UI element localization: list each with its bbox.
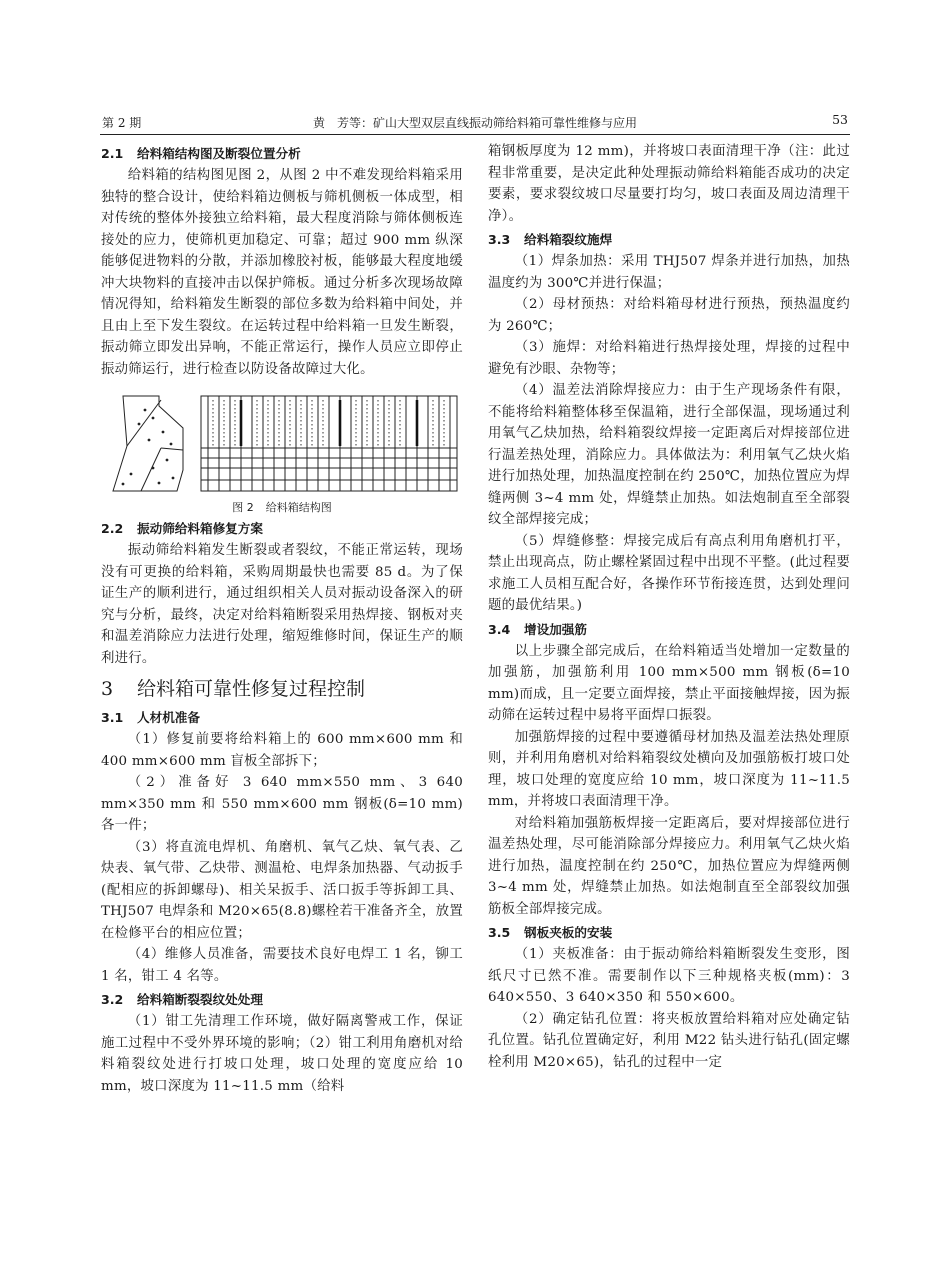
- right-column: [488, 141, 850, 1073]
- heading-3-3: [488, 229, 850, 250]
- heading-title: 给料箱可靠性修复过程控制: [137, 678, 366, 700]
- heading-number: 2.2: [101, 521, 124, 536]
- paragraph: （4）维修人员准备，需要技术良好电焊工 1 名，铆工 1 名，钳工 4 名等。: [101, 947, 463, 984]
- paragraph: （2）确定钻孔位置：将夹板放置给料箱对应处确定钻孔位置。钻孔位置确定好，利用 M22 钻头进行钻孔(固定螺栓利用 M20×65)，钻孔的过程中一定: [488, 1011, 850, 1070]
- heading-3-5: [488, 922, 850, 943]
- heading-3-1: [101, 707, 463, 728]
- issue-number: 第 2 期: [102, 116, 142, 130]
- page-number: 53: [832, 112, 848, 127]
- heading-number: 2.1: [101, 146, 124, 161]
- heading-3-2: [101, 989, 463, 1010]
- heading-number: 3.2: [101, 992, 124, 1007]
- figure-2: [101, 388, 463, 516]
- heading-3-4: [488, 619, 850, 640]
- heading-number: 3.5: [488, 925, 511, 940]
- paragraph: （2）准备好 3 640 mm×550 mm、3 640 mm×350 mm 和 550 mm×600 mm 钢板(δ=10 mm)各一件；: [101, 775, 463, 833]
- heading-title: 给料箱断裂裂纹处处理: [137, 992, 263, 1007]
- heading-number: 3: [101, 678, 114, 700]
- heading-number: 3.4: [488, 621, 511, 637]
- figure-caption-text: 给料箱结构图: [265, 501, 332, 514]
- paragraph: （4）温差法消除焊接应力：由于生产现场条件有限，不能将给料箱整体移至保温箱，进行全部保温，现场通过利用氧气乙炔加热，给料箱裂纹焊接一定距离后对焊接部位进行温差热处理，消除应力。具体做法为：利用氧气乙炔火焰进行加热处理，加热温度控制在约 250℃，加热位置应为焊缝两侧 3~4 mm 处，焊缝禁止加热。如法炮制直至全部裂纹全部焊接完成；: [488, 383, 850, 527]
- running-header: [100, 112, 850, 135]
- heading-3: [101, 674, 463, 704]
- heading-2-2: [101, 518, 463, 539]
- figure-label: 图 2: [232, 501, 254, 514]
- paragraph: 加强筋焊接的过程中要遵循母材加热及温差法热处理原则，并利用角磨机对给料箱裂纹处横向及加强筋板打坡口处理，坡口处理的宽度应给 10 mm，坡口深度为 11~11.5 mm，并将坡口表面清理干净。: [488, 729, 850, 809]
- front-view-frame: [201, 396, 457, 491]
- heading-title: 给料箱裂纹施焊: [524, 232, 613, 247]
- heading-2-1: [101, 143, 463, 164]
- paragraph: （5）焊缝修整：焊接完成后有高点利用角磨机打平，禁止出现高点，防止螺栓紧固过程中出现不平整。(此过程要求施工人员相互配合好，各操作环节衔接连贯，达到处理问题的最优结果。): [488, 533, 850, 613]
- paragraph: 对给料箱加强筋板焊接一定距离后，要对焊接部位进行温差热处理，尽可能消除部分焊接应力。利用氧气乙炔火焰进行加热，温度控制在约 250℃，加热位置应为焊缝两侧 3~4 mm 处，焊缝禁止加热。如法炮制直至全部裂纹加强筋板全部焊接完成。: [488, 815, 850, 917]
- paragraph: （1）夹板准备：由于振动筛给料箱断裂发生变形，图纸尺寸已然不准。需要制作以下三种规格夹板(mm)：3 640×550、3 640×350 和 550×600。: [488, 947, 850, 1005]
- heading-title: 给料箱结构图及断裂位置分析: [137, 146, 301, 161]
- paragraph: 以上步骤全部完成后，在给料箱适当处增加一定数量的加强筋，加强筋利用 100 mm×500 mm 钢板(δ=10 mm)而成，且一定要立面焊接，禁止平面接触焊接，因为振动筛在运转过程中易将平面焊口振裂。: [488, 643, 850, 723]
- paragraph: （2）母材预热：对给料箱母材进行预热，预热温度约为 260℃；: [488, 297, 850, 334]
- paragraph: （1）钳工先清理工作环境，做好隔离警戒工作，保证施工过程中不受外界环境的影响；（2）钳工利用角磨机对给料箱裂纹处进行打坡口处理，坡口处理的宽度应给 10 mm，坡口深度为 11~11.5 mm（给料: [101, 1014, 463, 1094]
- paragraph: 振动筛给料箱发生断裂或者裂纹，不能正常运转，现场没有可更换的给料箱，采购周期最快也需要 85 d。为了保证生产的顺利进行，通过组织相关人员对振动设备深入的研究与分析，最终，决定对给料箱断裂采用热焊接、钢板对夹和温差消除应力法进行处理，缩短维修时间，保证生产的顺利进行。: [101, 543, 463, 666]
- paragraph: 给料箱的结构图见图 2，从图 2 中不难发现给料箱采用独特的整合设计，使给料箱边侧板与筛机侧板一体成型，相对传统的整体外接独立给料箱，最大程度消除与筛体侧板连接处的应力，使筛机更加稳定、可靠；超过 900 mm 纵深能够促进物料的分散，并添加橡胶衬板，能够最大程度地缓冲大块物料的直接冲击以保护筛板。通过分析多次现场故障情况得知，给料箱发生断裂的部位多数为给料箱中间处，并且由上至下发生裂纹。在运转过程中给料箱一旦发生断裂，振动筛立即发出异响，不能正常运行，操作人员应立即停止振动筛运行，进行检查以防设备故障过大化。: [101, 168, 463, 377]
- paragraph: （3）施焊：对给料箱进行热焊接处理，焊接的过程中避免有沙眼、杂物等；: [488, 340, 850, 377]
- left-column: [101, 141, 463, 1097]
- figure-caption: [101, 499, 463, 515]
- heading-number: 3.3: [488, 232, 511, 247]
- paragraph-continued: 箱钢板厚度为 12 mm)，并将坡口表面清理干净（注：此过程非常重要，是决定此种处理振动筛给料箱能否成功的决定要素，要求裂纹坡口尽量要打均匀，坡口表面及周边清理干净）。: [488, 144, 850, 224]
- paragraph: （1）焊条加热：采用 THJ507 焊条并进行加热，加热温度约为 300℃并进行保温；: [488, 254, 850, 291]
- heading-number: 3.1: [101, 710, 124, 725]
- paragraph: （3）将直流电焊机、角磨机、氧气乙炔、氧气表、乙炔表、氧气带、乙炔带、测温枪、电焊条加热器、气动扳手(配相应的拆卸螺母)、相关呆扳手、活口扳手等拆卸工具、THJ507 电焊条和 M20×65(8.8)螺栓若干准备齐全，放置在检修平台的相应位置；: [101, 839, 463, 941]
- running-title: 黄 芳等：矿山大型双层直线振动筛给料箱可靠性维修与应用: [312, 116, 637, 130]
- heading-title: 人材机准备: [137, 710, 200, 725]
- heading-title: 钢板夹板的安装: [524, 925, 613, 940]
- paragraph: （1）修复前要将给料箱上的 600 mm×600 mm 和 400 mm×600 mm 盲板全部拆下；: [101, 732, 463, 769]
- heading-title: 振动筛给料箱修复方案: [137, 521, 263, 536]
- heading-title: 增设加强筋: [524, 621, 587, 637]
- feed-box-structure-drawing: [101, 388, 463, 498]
